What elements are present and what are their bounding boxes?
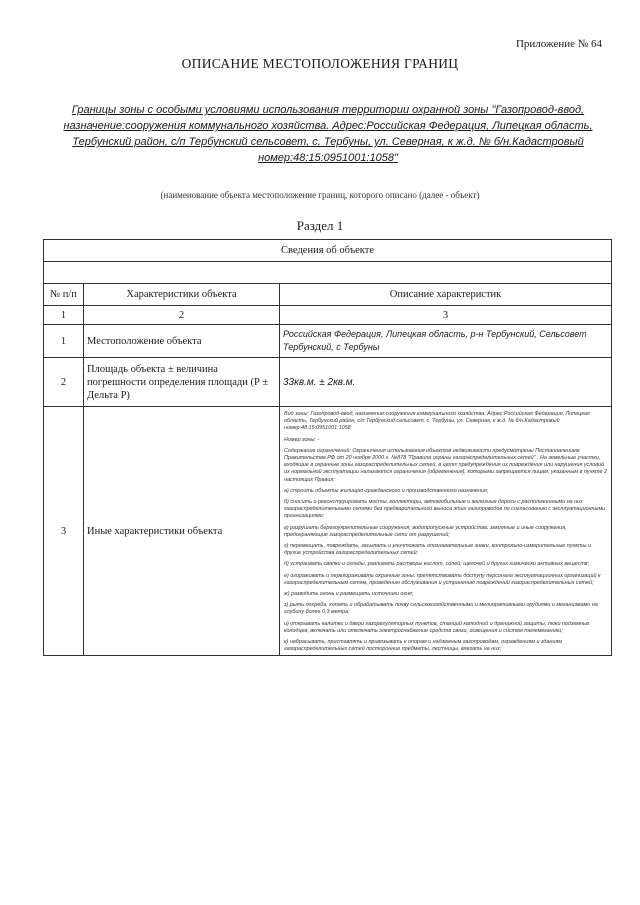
restriction-paragraph: ж) разводить огонь и размещать источники огня; — [284, 591, 414, 598]
object-name-caption: (наименование объекта местоположение границ, которого описано (далее - объект) — [160, 190, 480, 200]
document-title: ОПИСАНИЕ МЕСТОПОЛОЖЕНИЯ ГРАНИЦ — [181, 56, 459, 71]
restriction-paragraph: в) разрушать берегоукрепительные сооружения, водопропускные устройства, земляные и иные сооружения, предохраняющие газораспределительные сети от разрушений; — [284, 524, 567, 538]
restriction-paragraph: б) сносить и реконструировать мосты, коллекторы, автомобильные и железные дороги с расположенными на них газораспределительными сетями без предварительного выноса этих газопроводов по согласованию с эксплуатационными организациями; — [284, 499, 606, 520]
table-title: Сведения об объекте — [44, 240, 612, 262]
table-row — [44, 325, 612, 358]
restriction-paragraph: Содержание ограничений: Ограничения использования объектов недвижимости предусмотрены Постановлением Правительства РФ от 20 ноября 2000 г. №878 "Правила охраны газораспределительных сетей" . На земельные участки, входящие в охранные зоны газораспределительных сетей, в целях предупреждения их повреждения или нарушения условий их нормальной эксплуатации налагаются ограничения (обременения), которыми запрещается лицам, указанным в пункте 2 настоящих Правил: — [284, 447, 608, 483]
row-characteristic: Местоположение объекта — [84, 325, 280, 358]
row-description: Российская Федерация, Липецкая область, р-н Тербунский, Сельсовет Тербунский, с Тербуны — [280, 325, 612, 358]
table-row — [44, 358, 612, 407]
table-col-numbers-row — [44, 306, 612, 325]
col-header-description: Описание характеристик — [280, 284, 612, 306]
row-number: 2 — [44, 358, 84, 407]
row-description: 33кв.м. ± 2кв.м. — [280, 358, 612, 407]
col-number-2: 2 — [84, 306, 280, 325]
row-description-restrictions — [280, 407, 612, 656]
restriction-paragraph: а) строить объекты жилищно-гражданского и производственного назначения; — [284, 487, 489, 494]
table-title-row — [44, 240, 612, 262]
object-name: Границы зоны с особыми условиями использования территории охранной зоны "Газопровод-ввод, назначение:сооружения коммунального хозяйства. Адрес:Российская Федерация, Липецкая область, Тербунский район, с/п Тербунский сельсовет, с. Тербуны, ул. Северная, к ж.д. № б/н.Кадастровый номер:48:15:0951001:1058" — [63, 104, 593, 164]
row-number: 3 — [44, 407, 84, 656]
empty-cell — [44, 262, 612, 284]
row-number: 1 — [44, 325, 84, 358]
object-info-table — [43, 239, 612, 656]
section-title: Раздел 1 — [296, 218, 344, 233]
restriction-paragraph: Вид зоны: Газопровод-ввод, назначение:сооружения коммунального хозяйства. Адрес:Российская Федерация, Липецкая область, Тербунский район, с/п Тербунский сельсовет, с. Тербуны, ул. Северная, к ж.д. № б/н.Кадастровый номер:48:15:0951001:1058 — [284, 411, 590, 432]
restriction-paragraph: Номер зоны: - — [284, 436, 320, 443]
col-header-characteristic: Характеристики объекта — [84, 284, 280, 306]
restriction-paragraph: г) перемещать, повреждать, засыпать и уничтожать опознавательные знаки, контрольно-измерительные пункты и другие устройства газораспределительных сетей; — [284, 543, 591, 557]
col-number-1: 1 — [44, 306, 84, 325]
col-header-num: № п/п — [44, 284, 84, 306]
restriction-paragraph: и) открывать калитки и двери газорегуляторных пунктов, станций катодной и дренажной защиты, люки подземных колодцев, включать или отключать электроснабжение средств связи, освещения и систем телемеханики; — [284, 620, 590, 634]
table-empty-row — [44, 262, 612, 284]
table-header-row — [44, 284, 612, 306]
row-characteristic: Площадь объекта ± величина погрешности определения площади (Р ± Дельта Р) — [84, 358, 280, 407]
restriction-paragraph: е) огораживать и перегораживать охранные зоны, препятствовать доступу персонала эксплуатационных организаций к газораспределительным сетям, проведению обслуживания и устранению повреждений газораспределительных сетей; — [284, 572, 601, 586]
restriction-paragraph: к) набрасывать, приставлять и привязывать к опорам и надземным газопроводам, ограждениям и зданиям газораспределительных сетей посторонние предметы, лестницы, влезать на них; — [284, 639, 562, 653]
col-number-3: 3 — [280, 306, 612, 325]
row-characteristic: Иные характеристики объекта — [84, 407, 280, 656]
table-row — [44, 407, 612, 656]
restriction-paragraph: з) рыть погреба, копать и обрабатывать почву сельскохозяйственными и мелиоративными орудиями и механизмами на глубину более 0,3 метра; — [284, 602, 598, 616]
appendix-number: Приложение № 64 — [515, 38, 602, 50]
restriction-paragraph: д) устраивать свалки и склады, разливать растворы кислот, солей, щелочей и других химически активных веществ; — [284, 561, 590, 568]
